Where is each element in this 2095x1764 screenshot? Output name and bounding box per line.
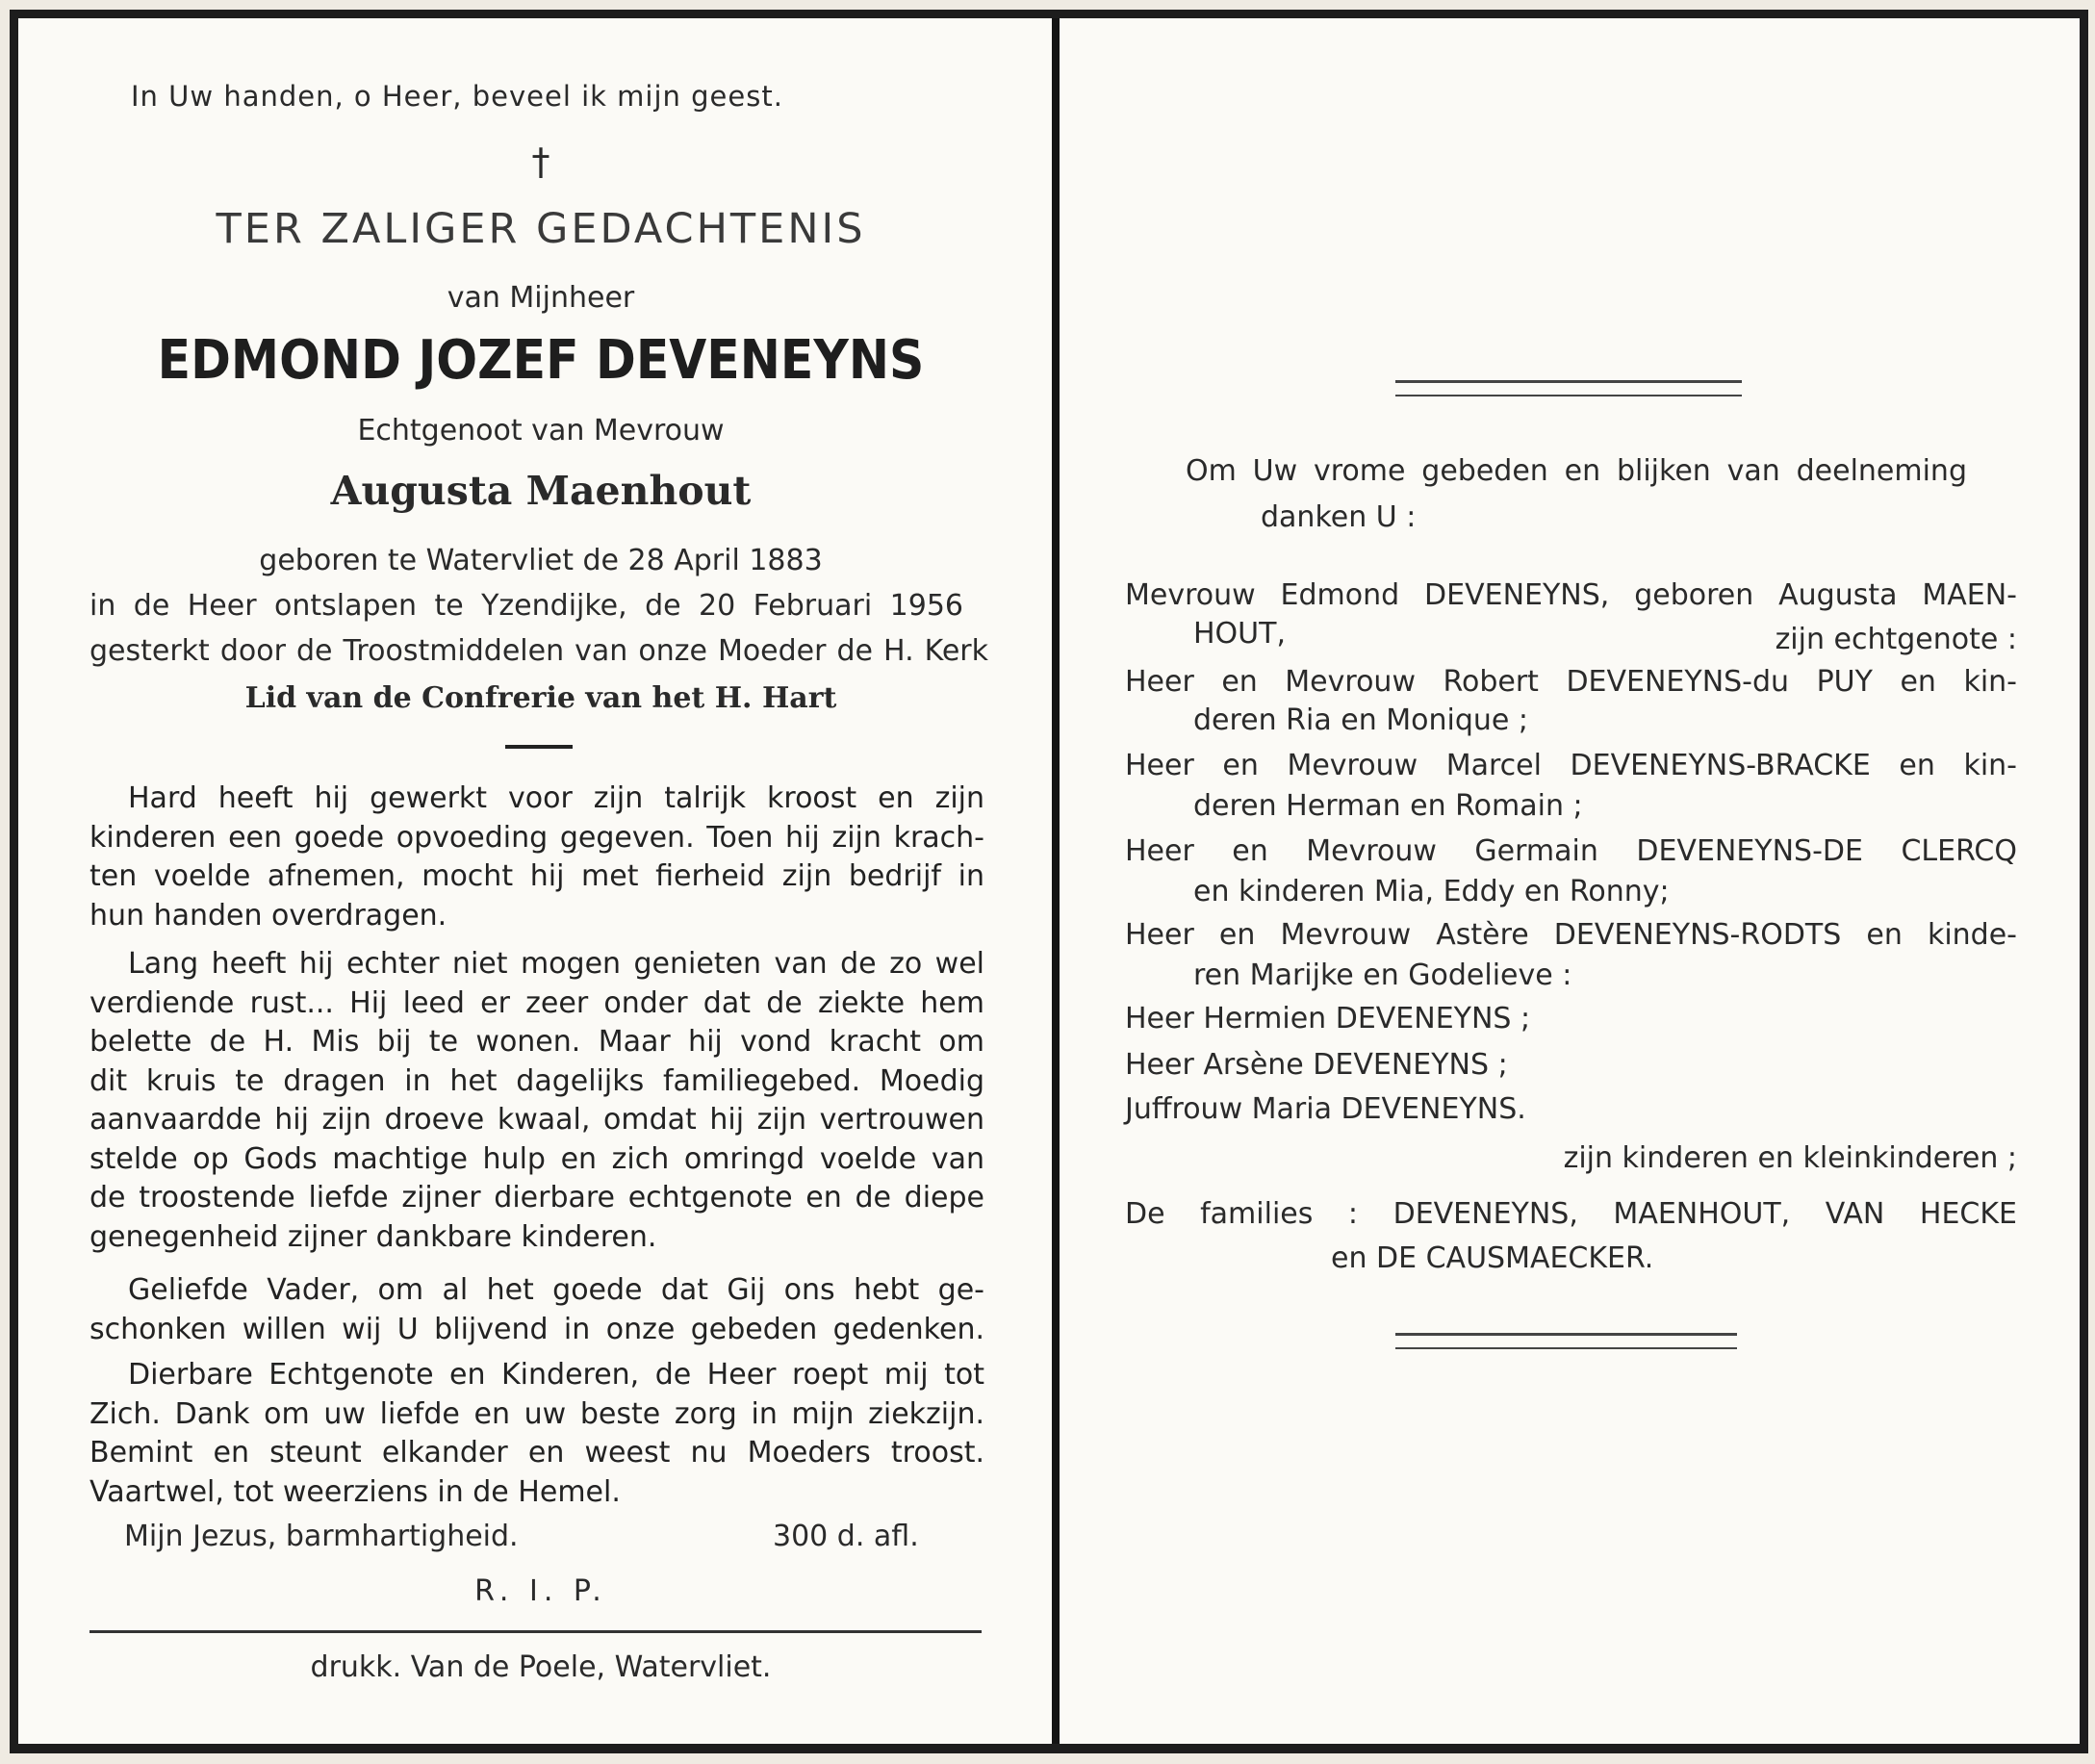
spouse-intro: Echtgenoot van Mevrouw bbox=[357, 414, 725, 447]
motto: In Uw handen, o Heer, beveel ik mijn geest. bbox=[131, 80, 783, 113]
text-line: belette de H. Mis bij te wonen. Maar hij vond kracht om bbox=[89, 1025, 984, 1059]
black-border-right bbox=[2080, 10, 2088, 1753]
black-border-top bbox=[10, 10, 2088, 18]
cross-icon: † bbox=[531, 141, 550, 183]
family-line: De families : DEVENEYNS, MAENHOUT, VAN HECKE bbox=[1125, 1197, 2017, 1231]
family-line: Heer Hermien DEVENEYNS ; bbox=[1125, 1002, 1531, 1035]
double-rule-bottom bbox=[1395, 1333, 1737, 1349]
text-line: Zich. Dank om uw liefde en uw beste zorg in mijn ziekzijn. bbox=[89, 1396, 984, 1431]
thanks-line: Om Uw vrome gebeden en blijken van deelneming bbox=[1186, 454, 1967, 488]
text-line: schonken willen wij U blijvend in onze gebeden gedenken. bbox=[89, 1312, 984, 1346]
black-border-bottom bbox=[10, 1744, 2088, 1753]
spouse-name: Augusta Maenhout bbox=[330, 468, 752, 514]
text-line: de troostende liefde zijner dierbare echtgenote en de diepe bbox=[89, 1181, 984, 1214]
family-line: Heer en Mevrouw Astère DEVENEYNS-RODTS en kinde- bbox=[1125, 918, 2017, 952]
sacraments-line: gesterkt door de Troostmiddelen van onze Moeder de H. Kerk bbox=[89, 634, 988, 668]
family-line: Heer Arsène DEVENEYNS ; bbox=[1125, 1048, 1508, 1082]
family-line: Heer en Mevrouw Robert DEVENEYNS-du PUY en kin- bbox=[1125, 665, 2017, 699]
printer-credit: drukk. Van de Poele, Watervliet. bbox=[310, 1650, 772, 1684]
family-line: ren Marijke en Godelieve : bbox=[1193, 959, 1572, 992]
text-line: Lang heeft hij echter niet mogen genieten van de zo wel bbox=[128, 947, 984, 981]
text-line: genegenheid zijner dankbare kinderen. bbox=[89, 1219, 657, 1254]
birth-line: geboren te Watervliet de 28 April 1883 bbox=[259, 544, 823, 577]
family-line: Juffrouw Maria DEVENEYNS. bbox=[1125, 1092, 1526, 1126]
van-mijnheer: van Mijnheer bbox=[447, 281, 635, 315]
death-line: in de Heer ontslapen te Yzendijke, de 20 Februari 1956 bbox=[89, 589, 963, 623]
text-line: Hard heeft hij gewerkt voor zijn talrijk kroost en zijn bbox=[128, 781, 984, 815]
double-rule-top bbox=[1395, 380, 1742, 396]
family-line: HOUT, bbox=[1193, 617, 1286, 651]
text-line: Geliefde Vader, om al het goede dat Gij ons hebt ge- bbox=[128, 1273, 984, 1307]
family-line: deren Ria en Monique ; bbox=[1193, 703, 1529, 737]
bottom-rule bbox=[89, 1630, 982, 1633]
family-line: deren Herman en Romain ; bbox=[1193, 789, 1583, 823]
text-line: verdiende rust... Hij leed er zeer onder dat de ziekte hem bbox=[89, 985, 984, 1020]
text-line: kinderen een goede opvoeding gegeven. Toen hij zijn krach- bbox=[89, 820, 984, 855]
center-fold bbox=[1052, 18, 1060, 1744]
family-line: Mevrouw Edmond DEVENEYNS, geboren Augusta MAEN- bbox=[1125, 578, 2017, 612]
deceased-name: EDMOND JOZEF DEVENEYNS bbox=[157, 329, 925, 392]
paragraph-farewell bbox=[89, 1356, 984, 1512]
rip-text: R. I. P. bbox=[474, 1574, 607, 1608]
text-line: dit kruis te dragen in het dagelijks familiegebed. Moedig bbox=[89, 1063, 984, 1098]
paragraph-father bbox=[89, 1271, 984, 1349]
family-line: en DE CAUSMAECKER. bbox=[1331, 1241, 1654, 1275]
family-line: en kinderen Mia, Eddy en Ronny; bbox=[1193, 875, 1670, 908]
text-line: Vaartwel, tot weerziens in de Hemel. bbox=[89, 1474, 621, 1509]
memorial-heading: TER ZALIGER GEDACHTENIS bbox=[216, 205, 866, 253]
text-line: Dierbare Echtgenote en Kinderen, de Heer roept mij tot bbox=[128, 1358, 984, 1392]
membership-line: Lid van de Confrerie van het H. Hart bbox=[244, 681, 837, 715]
thanks-line: danken U : bbox=[1261, 500, 1417, 534]
prayer-line: Mijn Jezus, barmhartigheid. bbox=[124, 1520, 519, 1553]
text-line: Bemint en steunt elkander en weest nu Moeders troost. bbox=[89, 1436, 984, 1470]
short-divider bbox=[505, 745, 573, 749]
text-line: stelde op Gods machtige hulp en zich omringd voelde van bbox=[89, 1141, 984, 1176]
family-line: zijn kinderen en kleinkinderen ; bbox=[1563, 1141, 2017, 1175]
paragraph-work bbox=[89, 780, 984, 935]
paragraph-illness bbox=[89, 945, 984, 1257]
family-line: zijn echtgenote : bbox=[1775, 623, 2017, 656]
text-line: ten voelde afnemen, mocht hij met fierheid zijn bedrijf in bbox=[89, 859, 984, 893]
family-line: Heer en Mevrouw Marcel DEVENEYNS-BRACKE en kin- bbox=[1125, 749, 2017, 782]
black-border-left bbox=[10, 10, 18, 1753]
text-line: aanvaardde hij zijn droeve kwaal, omdat hij zijn vertrouwen bbox=[89, 1103, 984, 1137]
family-line: Heer en Mevrouw Germain DEVENEYNS-DE CLERCQ bbox=[1125, 834, 2017, 868]
text-line: hun handen overdragen. bbox=[89, 898, 447, 933]
indulgence-note: 300 d. afl. bbox=[773, 1520, 919, 1553]
